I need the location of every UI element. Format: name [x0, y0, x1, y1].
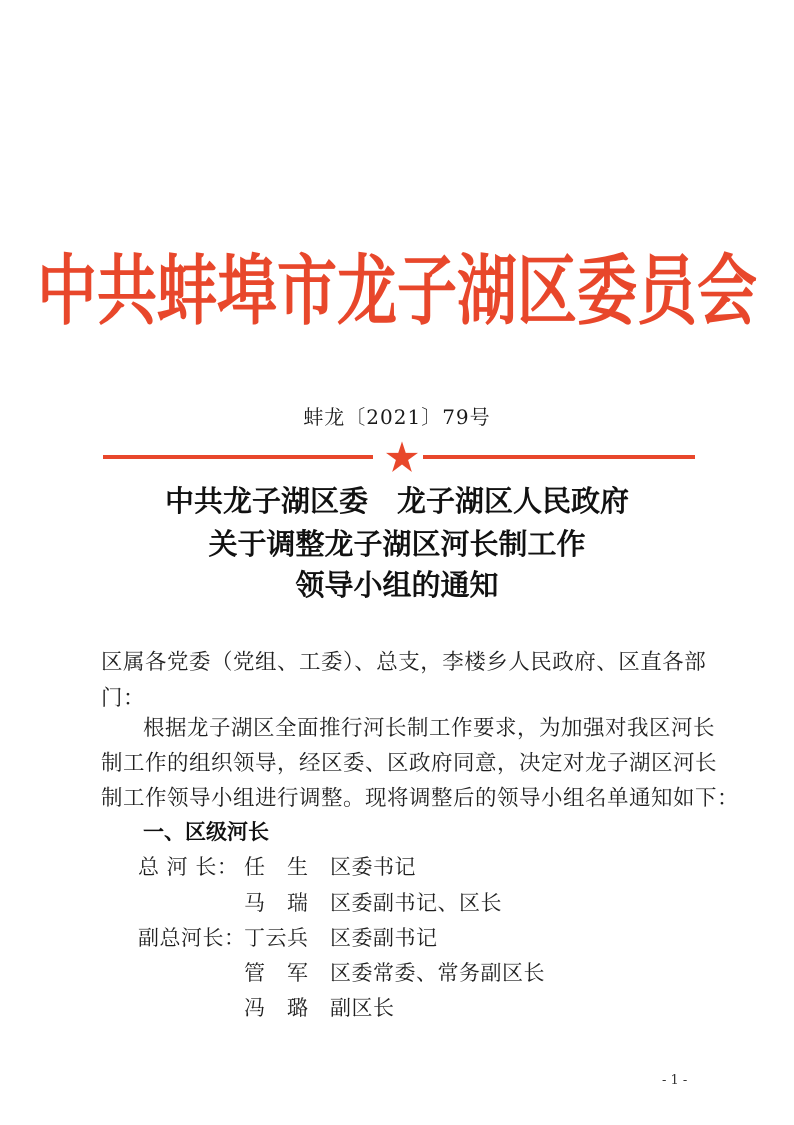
member-role: 副总河长：: [138, 926, 246, 950]
member-position: 区委书记: [330, 855, 416, 879]
member-position: 副区长: [330, 996, 395, 1020]
title-line-1: 中共龙子湖区委 龙子湖区人民政府: [164, 484, 629, 518]
title-line-2: 关于调整龙子湖区河长制工作: [208, 527, 586, 561]
member-position: 区委副书记: [330, 926, 438, 950]
member-name: 马 瑞: [244, 891, 309, 915]
member-name: 冯 璐: [244, 996, 309, 1020]
section-heading-1: 一、区级河长: [143, 820, 269, 844]
red-star-icon: [385, 440, 419, 474]
paragraph-line-3: 制工作领导小组进行调整。现将调整后的领导小组名单通知如下：: [101, 786, 740, 811]
paragraph-line-1: 根据龙子湖区全面推行河长制工作要求，为加强对我区河长: [143, 716, 716, 741]
member-position: 区委副书记、区长: [330, 891, 502, 915]
title-line-3: 领导小组的通知: [295, 568, 499, 602]
member-role: 总 河 长：: [138, 855, 239, 879]
member-position: 区委常委、常务副区长: [330, 961, 545, 985]
red-divider-left: [103, 455, 373, 459]
member-name: 任 生: [244, 855, 309, 879]
document-number: 蚌龙〔2021〕79号: [303, 405, 491, 429]
red-divider-right: [423, 455, 695, 459]
recipients-line-2: 门：: [101, 686, 146, 711]
member-name: 丁云兵: [244, 926, 309, 950]
member-name: 管 军: [244, 961, 309, 985]
masthead: 中共蚌埠市龙子湖区委员会: [37, 247, 757, 337]
recipients-line-1: 区属各党委（党组、工委）、总支，李楼乡人民政府、区直各部: [101, 650, 707, 675]
page-number: - 1 -: [662, 1073, 688, 1088]
paragraph-line-2: 制工作的组织领导，经区委、区政府同意，决定对龙子湖区河长: [101, 751, 718, 776]
